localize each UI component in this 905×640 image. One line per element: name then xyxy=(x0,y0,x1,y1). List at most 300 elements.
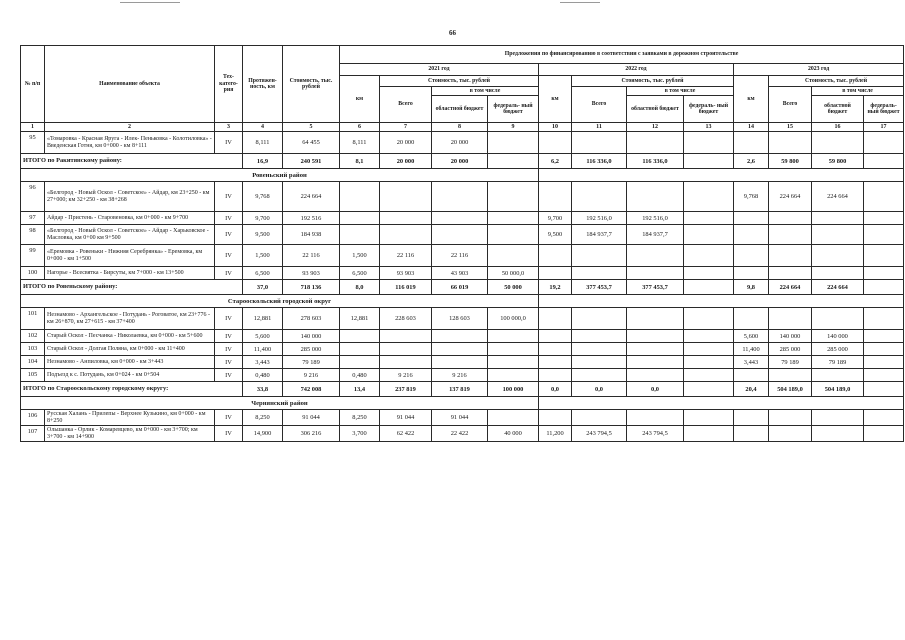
total-cell: 8,1 xyxy=(340,154,380,169)
data-cell xyxy=(572,330,627,343)
total-cell: 100 000 xyxy=(488,382,539,397)
table-row xyxy=(21,410,904,426)
row-number: 99 xyxy=(21,245,45,267)
data-cell: 285 000 xyxy=(769,343,812,356)
column-index-cell: 7 xyxy=(380,123,432,132)
header-regional: областной бюджет xyxy=(627,96,684,123)
total-row xyxy=(21,280,904,295)
data-cell xyxy=(684,308,734,330)
data-cell: 11,400 xyxy=(734,343,769,356)
data-cell: 8,250 xyxy=(243,410,283,426)
data-cell: 285 000 xyxy=(283,343,340,356)
data-cell xyxy=(380,343,432,356)
header-cost-sub: Стоимость, тыс. рублей xyxy=(769,76,904,87)
data-cell xyxy=(684,212,734,225)
data-cell: 3,443 xyxy=(734,356,769,369)
data-cell: 224 664 xyxy=(769,182,812,212)
object-name: Айдар - Пристень - Старовеновка, км 0+000 - км 9+700 xyxy=(45,212,215,225)
data-cell xyxy=(769,267,812,280)
total-cell xyxy=(684,280,734,295)
header-total: Всего xyxy=(572,87,627,123)
data-cell xyxy=(539,132,572,154)
data-cell xyxy=(684,410,734,426)
data-cell xyxy=(572,267,627,280)
data-cell: 79 189 xyxy=(283,356,340,369)
data-cell: 9 216 xyxy=(432,369,488,382)
row-number: 97 xyxy=(21,212,45,225)
total-label: ИТОГО по Старооскольскому городскому округу: xyxy=(21,382,243,397)
total-cell: 237 819 xyxy=(380,382,432,397)
data-cell xyxy=(769,212,812,225)
total-cell: 66 019 xyxy=(432,280,488,295)
total-cell: 137 819 xyxy=(432,382,488,397)
data-cell xyxy=(432,343,488,356)
object-name: Ольшанка - Орлик - Комаревцево, км 0+000 - км 3+700; км 3+700 - км 14+900 xyxy=(45,426,215,442)
data-cell: 9,700 xyxy=(539,212,572,225)
total-cell: 59 800 xyxy=(812,154,864,169)
header-cost: Стоимость, тыс. рублей xyxy=(283,46,340,123)
data-cell: 9,700 xyxy=(243,212,283,225)
data-cell: IV xyxy=(215,267,243,280)
total-cell: 2,6 xyxy=(734,154,769,169)
data-cell xyxy=(734,212,769,225)
district-title: Ровеньский район xyxy=(21,169,539,182)
data-cell xyxy=(572,245,627,267)
column-index-cell: 6 xyxy=(340,123,380,132)
object-name: Подъезд к с. Потудань, км 0+024 - км 0+504 xyxy=(45,369,215,382)
data-cell: 12,881 xyxy=(340,308,380,330)
data-cell xyxy=(380,225,432,245)
header-federal: федераль- ный бюджет xyxy=(864,96,904,123)
data-cell xyxy=(812,225,864,245)
data-cell xyxy=(572,369,627,382)
data-cell: IV xyxy=(215,212,243,225)
column-index-cell: 12 xyxy=(627,123,684,132)
data-cell: 22 116 xyxy=(283,245,340,267)
data-cell: 93 903 xyxy=(380,267,432,280)
total-cell: 116 336,0 xyxy=(627,154,684,169)
data-cell xyxy=(488,225,539,245)
data-cell: 22 422 xyxy=(432,426,488,442)
data-cell xyxy=(684,330,734,343)
data-cell xyxy=(572,356,627,369)
page-number: 66 xyxy=(449,29,456,37)
object-name: Старый Оскол - Песчанка - Николаевка, км 0+000 - км 5+600 xyxy=(45,330,215,343)
data-cell xyxy=(684,356,734,369)
data-cell xyxy=(539,182,572,212)
column-index-cell: 8 xyxy=(432,123,488,132)
row-number: 103 xyxy=(21,343,45,356)
data-cell: 285 000 xyxy=(812,343,864,356)
header-km: км xyxy=(340,76,380,123)
data-cell: 9 216 xyxy=(283,369,340,382)
object-name: Русская Халань - Прилепы - Верхнее Кузькино, км 0+000 - км 8+250 xyxy=(45,410,215,426)
data-cell: 184 937,7 xyxy=(627,225,684,245)
data-cell: IV xyxy=(215,132,243,154)
data-cell xyxy=(488,245,539,267)
data-cell xyxy=(864,225,904,245)
object-name: Нагорье - Всесвятка - Бирсуты, км 7+000 - км 13+500 xyxy=(45,267,215,280)
data-cell xyxy=(488,330,539,343)
data-cell xyxy=(734,426,769,442)
header-regional: областной бюджет xyxy=(432,96,488,123)
object-name: Старый Оскол - Долгая Поляна, км 0+000 - км 11+400 xyxy=(45,343,215,356)
data-cell xyxy=(734,225,769,245)
data-cell xyxy=(684,267,734,280)
data-cell xyxy=(734,267,769,280)
data-cell: 184 938 xyxy=(283,225,340,245)
row-number: 95 xyxy=(21,132,45,154)
data-cell: 192 516 xyxy=(283,212,340,225)
header-cost-sub: Стоимость, тыс. рублей xyxy=(572,76,734,87)
data-cell xyxy=(572,410,627,426)
column-index-cell: 11 xyxy=(572,123,627,132)
data-cell xyxy=(432,330,488,343)
row-number: 105 xyxy=(21,369,45,382)
data-cell: 91 044 xyxy=(380,410,432,426)
column-index-cell: 15 xyxy=(769,123,812,132)
header-year-2022: 2022 год xyxy=(539,64,734,76)
data-cell: 9,768 xyxy=(243,182,283,212)
header-cost-sub: Стоимость, тыс. рублей xyxy=(380,76,539,87)
data-cell: IV xyxy=(215,182,243,212)
column-index-cell: 14 xyxy=(734,123,769,132)
total-cell: 377 453,7 xyxy=(627,280,684,295)
data-cell xyxy=(734,308,769,330)
data-cell xyxy=(488,343,539,356)
data-cell xyxy=(864,267,904,280)
data-cell xyxy=(340,212,380,225)
district-filler xyxy=(539,397,904,410)
data-cell xyxy=(627,356,684,369)
data-cell xyxy=(684,343,734,356)
data-cell: 91 044 xyxy=(432,410,488,426)
data-cell xyxy=(340,182,380,212)
header-federal: федераль- ный бюджет xyxy=(684,96,734,123)
data-cell xyxy=(627,343,684,356)
total-cell: 742 008 xyxy=(283,382,340,397)
district-row xyxy=(21,397,904,410)
data-cell xyxy=(734,410,769,426)
data-cell xyxy=(627,267,684,280)
data-cell: 11,200 xyxy=(539,426,572,442)
total-cell: 50 000 xyxy=(488,280,539,295)
column-index-cell: 1 xyxy=(21,123,45,132)
total-cell: 224 664 xyxy=(769,280,812,295)
data-cell: 243 794,5 xyxy=(572,426,627,442)
table-row xyxy=(21,182,904,212)
row-number: 96 xyxy=(21,182,45,212)
data-cell xyxy=(340,330,380,343)
data-cell: IV xyxy=(215,426,243,442)
data-cell: 243 794,5 xyxy=(627,426,684,442)
column-index-cell: 2 xyxy=(45,123,215,132)
column-index-cell: 9 xyxy=(488,123,539,132)
header-year-2023: 2023 год xyxy=(734,64,904,76)
data-cell xyxy=(572,343,627,356)
object-name: Незнамово - Анпиловка, км 0+000 - км 3+443 xyxy=(45,356,215,369)
data-cell: 0,480 xyxy=(340,369,380,382)
data-cell xyxy=(380,330,432,343)
data-cell xyxy=(684,225,734,245)
data-cell: IV xyxy=(215,343,243,356)
data-cell xyxy=(812,212,864,225)
object-name: «Белгород - Новый Оскол - Советское» - Айдар, км 23+250 - км 27+000; км 32+250 - км 38+268 xyxy=(45,182,215,212)
data-cell: 1,500 xyxy=(243,245,283,267)
total-row xyxy=(21,154,904,169)
district-title: Старооскольский городской округ xyxy=(21,295,539,308)
table-row xyxy=(21,267,904,280)
object-name: «Белгород - Новый Оскол - Советское» - Айдар - Харьковское - Масловка, км 0+00 км 9+500 xyxy=(45,225,215,245)
total-cell: 19,2 xyxy=(539,280,572,295)
total-cell xyxy=(488,154,539,169)
total-cell: 504 189,0 xyxy=(812,382,864,397)
data-cell xyxy=(488,356,539,369)
data-cell: 140 000 xyxy=(769,330,812,343)
total-label: ИТОГО по Ракитянскому району: xyxy=(21,154,243,169)
data-cell: 22 116 xyxy=(432,245,488,267)
data-cell: 278 603 xyxy=(283,308,340,330)
total-cell xyxy=(684,154,734,169)
data-cell xyxy=(488,369,539,382)
data-cell xyxy=(539,245,572,267)
data-cell xyxy=(627,245,684,267)
data-cell xyxy=(864,330,904,343)
header-category: Тех- катего- рия xyxy=(215,46,243,123)
data-cell: 100 000,0 xyxy=(488,308,539,330)
data-cell xyxy=(864,356,904,369)
data-cell xyxy=(812,426,864,442)
data-cell xyxy=(539,369,572,382)
data-cell xyxy=(769,369,812,382)
data-cell: 192 516,0 xyxy=(572,212,627,225)
total-row xyxy=(21,382,904,397)
table-row xyxy=(21,356,904,369)
data-cell: 93 903 xyxy=(283,267,340,280)
data-cell: 140 000 xyxy=(283,330,340,343)
table-row xyxy=(21,330,904,343)
data-cell xyxy=(812,132,864,154)
total-cell: 116 336,0 xyxy=(572,154,627,169)
total-cell: 504 189,0 xyxy=(769,382,812,397)
data-cell xyxy=(864,182,904,212)
total-cell: 240 591 xyxy=(283,154,340,169)
total-cell: 6,2 xyxy=(539,154,572,169)
total-cell: 377 453,7 xyxy=(572,280,627,295)
header-length: Протяжен- ность, км xyxy=(243,46,283,123)
header-federal: федераль- ный бюджет xyxy=(488,96,539,123)
data-cell xyxy=(769,245,812,267)
column-index-cell: 13 xyxy=(684,123,734,132)
total-cell: 20 000 xyxy=(380,154,432,169)
total-cell: 59 800 xyxy=(769,154,812,169)
data-cell xyxy=(812,369,864,382)
total-cell xyxy=(684,382,734,397)
table-row xyxy=(21,225,904,245)
data-cell: 6,500 xyxy=(340,267,380,280)
data-cell: 228 603 xyxy=(380,308,432,330)
data-cell xyxy=(627,308,684,330)
data-cell xyxy=(432,212,488,225)
header-number: № п/п xyxy=(21,46,45,123)
data-cell: 184 937,7 xyxy=(572,225,627,245)
total-cell: 9,8 xyxy=(734,280,769,295)
column-index-cell: 5 xyxy=(283,123,340,132)
data-cell: 306 216 xyxy=(283,426,340,442)
table-row xyxy=(21,212,904,225)
total-cell: 33,8 xyxy=(243,382,283,397)
header-object-name: Наименование объекта xyxy=(45,46,215,123)
total-cell xyxy=(864,382,904,397)
data-cell: 22 116 xyxy=(380,245,432,267)
data-cell xyxy=(539,267,572,280)
data-cell: 20 000 xyxy=(432,132,488,154)
header-proposals: Предложения по финансированию в соответствии с заявками в дорожном строительстве xyxy=(340,46,904,64)
header-year-2021: 2021 год xyxy=(340,64,539,76)
data-cell: 11,400 xyxy=(243,343,283,356)
column-index-cell: 3 xyxy=(215,123,243,132)
header-incl: в том числе xyxy=(627,87,734,96)
table-row xyxy=(21,132,904,154)
total-cell: 20 000 xyxy=(432,154,488,169)
total-cell: 0,0 xyxy=(539,382,572,397)
data-cell: IV xyxy=(215,330,243,343)
data-cell: 6,500 xyxy=(243,267,283,280)
data-cell xyxy=(864,308,904,330)
column-index-cell: 17 xyxy=(864,123,904,132)
header-regional: областной бюджет xyxy=(812,96,864,123)
data-cell: 43 903 xyxy=(432,267,488,280)
data-cell xyxy=(864,132,904,154)
data-cell xyxy=(812,410,864,426)
data-cell xyxy=(684,182,734,212)
data-cell: 50 000,0 xyxy=(488,267,539,280)
data-cell xyxy=(769,225,812,245)
data-cell: 62 422 xyxy=(380,426,432,442)
data-cell: 1,500 xyxy=(340,245,380,267)
table-row xyxy=(21,308,904,330)
data-cell xyxy=(380,356,432,369)
total-cell: 37,0 xyxy=(243,280,283,295)
data-cell xyxy=(432,182,488,212)
data-cell xyxy=(572,308,627,330)
scan-edge-mark xyxy=(560,2,600,3)
total-cell: 0,0 xyxy=(627,382,684,397)
data-cell: 91 044 xyxy=(283,410,340,426)
district-title: Чернянский район xyxy=(21,397,539,410)
data-cell xyxy=(684,132,734,154)
data-cell: 128 603 xyxy=(432,308,488,330)
row-number: 98 xyxy=(21,225,45,245)
data-cell xyxy=(340,343,380,356)
data-cell xyxy=(539,356,572,369)
data-cell xyxy=(684,426,734,442)
data-cell: 8,111 xyxy=(243,132,283,154)
data-cell: 224 664 xyxy=(283,182,340,212)
data-cell xyxy=(627,369,684,382)
table-body xyxy=(21,123,904,442)
data-cell xyxy=(769,426,812,442)
data-cell: 3,700 xyxy=(340,426,380,442)
data-cell xyxy=(380,182,432,212)
data-cell xyxy=(539,330,572,343)
data-cell xyxy=(380,212,432,225)
total-cell: 116 019 xyxy=(380,280,432,295)
data-cell xyxy=(627,330,684,343)
header-total: Всего xyxy=(380,87,432,123)
data-cell: IV xyxy=(215,410,243,426)
total-cell: 8,0 xyxy=(340,280,380,295)
row-number: 106 xyxy=(21,410,45,426)
column-index-cell: 16 xyxy=(812,123,864,132)
total-cell: 16,9 xyxy=(243,154,283,169)
district-row xyxy=(21,169,904,182)
data-cell xyxy=(769,410,812,426)
data-cell xyxy=(734,245,769,267)
total-cell: 20,4 xyxy=(734,382,769,397)
data-cell: 9,500 xyxy=(539,225,572,245)
header-total: Всего xyxy=(769,87,812,123)
data-cell xyxy=(432,225,488,245)
row-number: 107 xyxy=(21,426,45,442)
table-row xyxy=(21,426,904,442)
data-cell xyxy=(864,369,904,382)
total-cell xyxy=(864,280,904,295)
data-cell xyxy=(627,182,684,212)
table-row xyxy=(21,343,904,356)
data-cell xyxy=(572,182,627,212)
data-cell: 192 516,0 xyxy=(627,212,684,225)
total-label: ИТОГО по Ровеньскому району: xyxy=(21,280,243,295)
data-cell: 64 455 xyxy=(283,132,340,154)
data-cell xyxy=(684,245,734,267)
table-row xyxy=(21,369,904,382)
data-cell xyxy=(488,410,539,426)
data-cell xyxy=(812,267,864,280)
data-cell: 8,250 xyxy=(340,410,380,426)
data-cell xyxy=(864,245,904,267)
data-cell xyxy=(627,410,684,426)
data-cell xyxy=(864,212,904,225)
data-cell: 79 189 xyxy=(769,356,812,369)
data-cell: 3,443 xyxy=(243,356,283,369)
data-cell xyxy=(734,132,769,154)
table-header xyxy=(21,46,904,123)
row-number: 101 xyxy=(21,308,45,330)
total-cell: 0,0 xyxy=(572,382,627,397)
data-cell xyxy=(812,308,864,330)
row-number: 102 xyxy=(21,330,45,343)
object-name: «Еремовка - Ровеньки - Нижняя Серебрянка» - Еремовка, км 0+000 - км 1+500 xyxy=(45,245,215,267)
header-km: км xyxy=(734,76,769,123)
data-cell: IV xyxy=(215,245,243,267)
data-cell xyxy=(734,369,769,382)
data-cell xyxy=(539,410,572,426)
data-cell: 40 000 xyxy=(488,426,539,442)
header-incl: в том числе xyxy=(432,87,539,96)
row-number: 104 xyxy=(21,356,45,369)
object-name: «Томаровка - Красная Яруга - Илек- Пеньковка - Колотиловка» - Введенская Готня, км 0+000 - км 8+111 xyxy=(45,132,215,154)
data-cell xyxy=(488,212,539,225)
data-cell xyxy=(864,426,904,442)
data-cell: IV xyxy=(215,369,243,382)
header-incl: в том числе xyxy=(812,87,904,96)
data-cell xyxy=(488,132,539,154)
scan-edge-mark xyxy=(120,2,180,3)
data-cell: IV xyxy=(215,225,243,245)
district-filler xyxy=(539,295,904,308)
financing-table xyxy=(20,45,904,442)
